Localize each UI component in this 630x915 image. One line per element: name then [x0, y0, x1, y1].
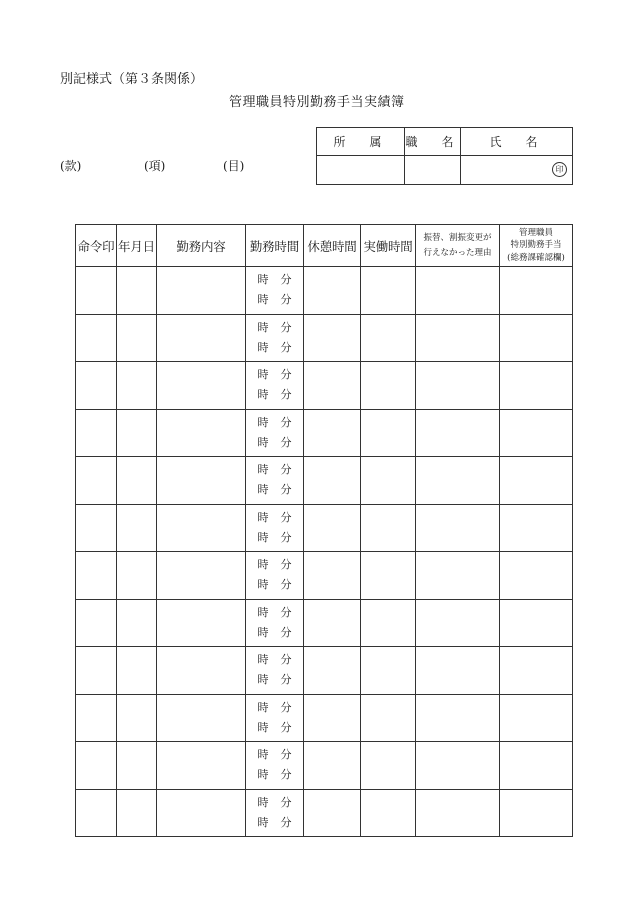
cell-date[interactable] [117, 694, 157, 742]
cell-actual-time[interactable] [361, 742, 416, 790]
hour-unit-label: 時 [257, 368, 269, 382]
cell-break-time[interactable] [304, 362, 361, 410]
cell-confirmation[interactable] [500, 409, 573, 457]
end-time-line [246, 433, 303, 453]
hour-unit-label: 時 [257, 320, 269, 334]
cell-actual-time[interactable] [361, 789, 416, 837]
table-row [76, 694, 573, 742]
minute-unit-label: 分 [280, 530, 292, 544]
minute-unit-label: 分 [280, 605, 292, 619]
cell-work-content[interactable] [157, 504, 246, 552]
seal-stamp-icon: 印 [552, 162, 567, 177]
cell-work-time[interactable] [246, 742, 304, 790]
minute-unit-label: 分 [280, 340, 292, 354]
budget-kan-label: (款) [60, 159, 82, 173]
cell-confirmation[interactable] [500, 647, 573, 695]
cell-work-content[interactable] [157, 647, 246, 695]
hour-unit-label: 時 [257, 273, 269, 287]
cell-order-seal[interactable] [76, 457, 117, 505]
minute-unit-label: 分 [280, 673, 292, 687]
cell-date[interactable] [117, 457, 157, 505]
cell-break-time[interactable] [304, 742, 361, 790]
cell-break-time[interactable] [304, 552, 361, 600]
minute-unit-label: 分 [280, 463, 292, 477]
cell-confirmation[interactable] [500, 314, 573, 362]
table-row [76, 647, 573, 695]
minute-unit-label: 分 [280, 748, 292, 762]
hour-unit-label: 時 [257, 340, 269, 354]
end-time-line [246, 718, 303, 738]
position-field[interactable] [405, 156, 461, 185]
cell-break-time[interactable] [304, 599, 361, 647]
cell-actual-time[interactable] [361, 647, 416, 695]
minute-unit-label: 分 [280, 273, 292, 287]
budget-kou-label: (項) [144, 159, 166, 173]
hour-unit-label: 時 [257, 720, 269, 734]
end-time-line [246, 385, 303, 405]
cell-reason[interactable] [416, 599, 500, 647]
hour-unit-label: 時 [257, 510, 269, 524]
hour-unit-label: 時 [257, 388, 269, 402]
col-break-time: 休憩時間 [304, 225, 361, 267]
cell-work-time[interactable] [246, 362, 304, 410]
cell-work-time[interactable] [246, 504, 304, 552]
hour-unit-label: 時 [257, 578, 269, 592]
hour-unit-label: 時 [257, 435, 269, 449]
col-reason-line1: 振替、割振変更が [423, 232, 492, 243]
table-row [76, 552, 573, 600]
col-confirmation-line3: (総務課確認欄) [507, 252, 565, 263]
work-record-table [75, 224, 573, 837]
hour-unit-label: 時 [257, 700, 269, 714]
cell-break-time[interactable] [304, 409, 361, 457]
cell-date[interactable] [117, 504, 157, 552]
affiliation-field[interactable] [317, 156, 405, 185]
minute-unit-label: 分 [280, 700, 292, 714]
hour-unit-label: 時 [257, 463, 269, 477]
start-time-line [246, 460, 303, 480]
end-time-line [246, 338, 303, 358]
cell-reason[interactable] [416, 552, 500, 600]
cell-work-content[interactable] [157, 362, 246, 410]
cell-actual-time[interactable] [361, 362, 416, 410]
cell-work-time[interactable] [246, 409, 304, 457]
name-field[interactable] [461, 156, 573, 185]
cell-work-time[interactable] [246, 457, 304, 505]
cell-confirmation[interactable] [500, 504, 573, 552]
cell-order-seal[interactable] [76, 409, 117, 457]
cell-break-time[interactable] [304, 267, 361, 315]
minute-unit-label: 分 [280, 653, 292, 667]
cell-actual-time[interactable] [361, 694, 416, 742]
start-time-line [246, 745, 303, 765]
table-header-row [76, 225, 573, 267]
table-row [76, 599, 573, 647]
cell-order-seal[interactable] [76, 362, 117, 410]
cell-date[interactable] [117, 267, 157, 315]
end-time-line [246, 813, 303, 833]
minute-unit-label: 分 [280, 320, 292, 334]
cell-date[interactable] [117, 409, 157, 457]
hour-unit-label: 時 [257, 625, 269, 639]
cell-actual-time[interactable] [361, 552, 416, 600]
hour-unit-label: 時 [257, 558, 269, 572]
table-row [76, 742, 573, 790]
hour-unit-label: 時 [257, 530, 269, 544]
cell-work-content[interactable] [157, 457, 246, 505]
cell-date[interactable] [117, 789, 157, 837]
cell-confirmation[interactable] [500, 694, 573, 742]
end-time-line [246, 290, 303, 310]
hour-unit-label: 時 [257, 768, 269, 782]
table-row [76, 504, 573, 552]
hour-unit-label: 時 [257, 653, 269, 667]
cell-order-seal[interactable] [76, 694, 117, 742]
minute-unit-label: 分 [280, 795, 292, 809]
cell-actual-time[interactable] [361, 599, 416, 647]
cell-confirmation[interactable] [500, 362, 573, 410]
hour-unit-label: 時 [257, 415, 269, 429]
start-time-line [246, 650, 303, 670]
cell-date[interactable] [117, 742, 157, 790]
cell-date[interactable] [117, 314, 157, 362]
form-label: 別記様式（第３条関係） [60, 72, 204, 87]
cell-confirmation[interactable] [500, 789, 573, 837]
col-work-content: 勤務内容 [157, 225, 246, 267]
hour-unit-label: 時 [257, 795, 269, 809]
cell-order-seal[interactable] [76, 647, 117, 695]
cell-order-seal[interactable] [76, 504, 117, 552]
start-time-line [246, 603, 303, 623]
hour-unit-label: 時 [257, 748, 269, 762]
minute-unit-label: 分 [280, 415, 292, 429]
cell-actual-time[interactable] [361, 267, 416, 315]
cell-reason[interactable] [416, 362, 500, 410]
end-time-line [246, 528, 303, 548]
minute-unit-label: 分 [280, 510, 292, 524]
cell-order-seal[interactable] [76, 599, 117, 647]
cell-break-time[interactable] [304, 457, 361, 505]
end-time-line [246, 765, 303, 785]
cell-work-time[interactable] [246, 647, 304, 695]
minute-unit-label: 分 [280, 368, 292, 382]
table-row [76, 789, 573, 837]
col-reason-line2: 行えなかった理由 [423, 247, 492, 258]
cell-work-content[interactable] [157, 552, 246, 600]
cell-work-time[interactable] [246, 267, 304, 315]
col-confirmation-line1: 管理職員 [518, 227, 553, 238]
cell-work-time[interactable] [246, 599, 304, 647]
cell-reason[interactable] [416, 647, 500, 695]
table-row [76, 457, 573, 505]
col-actual-time: 実働時間 [361, 225, 416, 267]
col-work-time: 勤務時間 [246, 225, 304, 267]
minute-unit-label: 分 [280, 435, 292, 449]
end-time-line [246, 670, 303, 690]
minute-unit-label: 分 [280, 483, 292, 497]
hour-unit-label: 時 [257, 815, 269, 829]
cell-work-content[interactable] [157, 742, 246, 790]
cell-reason[interactable] [416, 742, 500, 790]
start-time-line [246, 365, 303, 385]
start-time-line [246, 555, 303, 575]
signature-table [316, 127, 573, 185]
budget-moku-label: (目) [223, 159, 245, 173]
cell-break-time[interactable] [304, 789, 361, 837]
cell-actual-time[interactable] [361, 457, 416, 505]
document-title: 管理職員特別勤務手当実績簿 [229, 95, 405, 110]
minute-unit-label: 分 [280, 720, 292, 734]
cell-reason[interactable] [416, 694, 500, 742]
start-time-line [246, 413, 303, 433]
hour-unit-label: 時 [257, 293, 269, 307]
col-reason [416, 225, 500, 267]
cell-reason[interactable] [416, 314, 500, 362]
cell-date[interactable] [117, 647, 157, 695]
name-header: 氏 名 [461, 128, 573, 156]
cell-work-content[interactable] [157, 599, 246, 647]
cell-confirmation[interactable] [500, 267, 573, 315]
start-time-line [246, 698, 303, 718]
cell-actual-time[interactable] [361, 409, 416, 457]
table-row [76, 267, 573, 315]
cell-date[interactable] [117, 552, 157, 600]
cell-confirmation[interactable] [500, 457, 573, 505]
minute-unit-label: 分 [280, 625, 292, 639]
end-time-line [246, 480, 303, 500]
cell-work-content[interactable] [157, 314, 246, 362]
cell-order-seal[interactable] [76, 552, 117, 600]
cell-work-time[interactable] [246, 314, 304, 362]
cell-actual-time[interactable] [361, 314, 416, 362]
cell-work-content[interactable] [157, 267, 246, 315]
cell-reason[interactable] [416, 457, 500, 505]
cell-reason[interactable] [416, 789, 500, 837]
cell-work-time[interactable] [246, 552, 304, 600]
cell-confirmation[interactable] [500, 599, 573, 647]
start-time-line [246, 318, 303, 338]
cell-break-time[interactable] [304, 694, 361, 742]
cell-order-seal[interactable] [76, 789, 117, 837]
cell-break-time[interactable] [304, 314, 361, 362]
position-header: 職 名 [405, 128, 461, 156]
hour-unit-label: 時 [257, 605, 269, 619]
cell-break-time[interactable] [304, 647, 361, 695]
minute-unit-label: 分 [280, 293, 292, 307]
affiliation-header: 所 属 [317, 128, 405, 156]
cell-confirmation[interactable] [500, 742, 573, 790]
cell-work-content[interactable] [157, 694, 246, 742]
cell-confirmation[interactable] [500, 552, 573, 600]
col-date: 年月日 [117, 225, 157, 267]
end-time-line [246, 575, 303, 595]
cell-work-content[interactable] [157, 409, 246, 457]
col-order-seal: 命令印 [76, 225, 117, 267]
minute-unit-label: 分 [280, 578, 292, 592]
start-time-line [246, 793, 303, 813]
cell-work-time[interactable] [246, 789, 304, 837]
end-time-line [246, 623, 303, 643]
start-time-line [246, 270, 303, 290]
table-row [76, 409, 573, 457]
col-confirmation-line2: 特別勤務手当 [510, 240, 562, 251]
cell-work-time[interactable] [246, 694, 304, 742]
minute-unit-label: 分 [280, 558, 292, 572]
cell-work-content[interactable] [157, 789, 246, 837]
minute-unit-label: 分 [280, 815, 292, 829]
cell-actual-time[interactable] [361, 504, 416, 552]
cell-break-time[interactable] [304, 504, 361, 552]
cell-reason[interactable] [416, 504, 500, 552]
minute-unit-label: 分 [280, 768, 292, 782]
col-confirmation [500, 225, 573, 267]
minute-unit-label: 分 [280, 388, 292, 402]
hour-unit-label: 時 [257, 673, 269, 687]
cell-date[interactable] [117, 362, 157, 410]
cell-date[interactable] [117, 599, 157, 647]
start-time-line [246, 508, 303, 528]
cell-reason[interactable] [416, 267, 500, 315]
cell-order-seal[interactable] [76, 267, 117, 315]
table-row [76, 314, 573, 362]
cell-order-seal[interactable] [76, 314, 117, 362]
cell-order-seal[interactable] [76, 742, 117, 790]
hour-unit-label: 時 [257, 483, 269, 497]
cell-reason[interactable] [416, 409, 500, 457]
table-row [76, 362, 573, 410]
